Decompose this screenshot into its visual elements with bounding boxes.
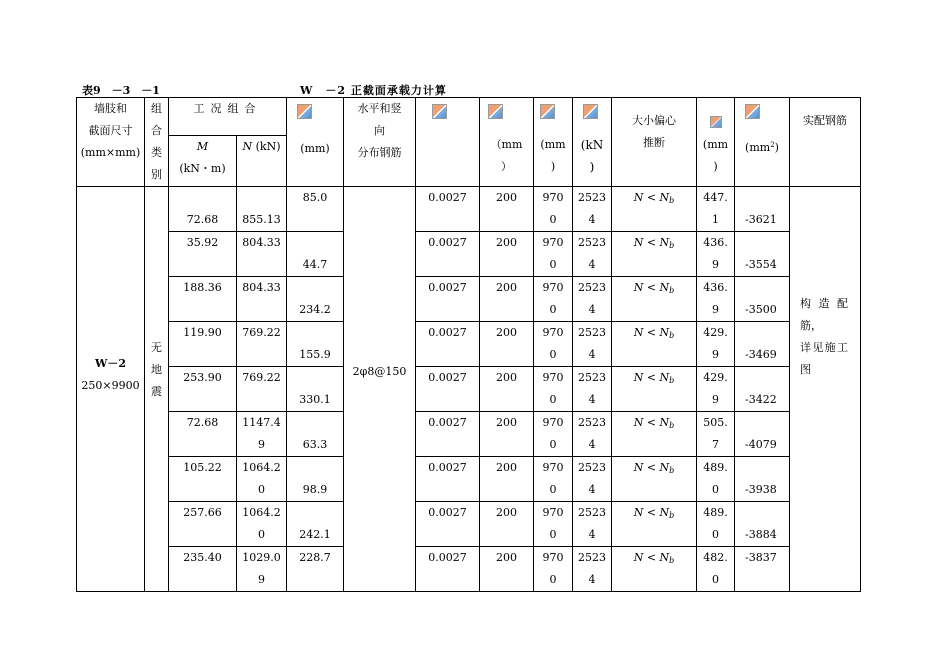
eccentricity-value: 155.9	[299, 348, 331, 361]
table-row	[77, 277, 861, 322]
spacing-cell	[480, 322, 534, 367]
steel-area-value: -3884	[745, 528, 777, 541]
formula-image-icon	[710, 116, 722, 128]
steel-area-value: -3422	[745, 393, 777, 406]
balanced-force-value: 2523	[578, 416, 606, 429]
ratio-value: 0.0027	[428, 506, 467, 519]
header-eccentricity-judgement: 大小偏心 推断	[612, 98, 697, 187]
moment-cell	[169, 277, 237, 322]
effective-depth-cell: 970 0	[534, 457, 573, 502]
judgement-cell: $N < N_b$	[612, 277, 697, 322]
actual-rebar-cell: 构 造 配 筋， 详见施工 图	[790, 187, 861, 592]
spacing-cell	[480, 457, 534, 502]
eccentricity-value: 228.7	[299, 551, 331, 564]
steel-area-value: -3554	[745, 258, 777, 271]
compression-depth-value: 489.	[703, 461, 728, 474]
compression-depth-value: 505.	[703, 416, 728, 429]
table-row	[77, 232, 861, 277]
compression-depth-cell: 489. 0	[697, 502, 735, 547]
steel-area-value: -3837	[745, 551, 777, 564]
eccentricity-value: 330.1	[299, 393, 331, 406]
axial-force-cell	[237, 232, 287, 277]
ratio-value: 0.0027	[428, 281, 467, 294]
steel-area-cell	[735, 187, 790, 232]
spacing-value: 200	[496, 191, 517, 204]
table-row	[77, 322, 861, 367]
compression-depth-cell: 436. 9	[697, 277, 735, 322]
header-row-1	[77, 98, 861, 136]
distribution-rebar-cell	[344, 187, 416, 592]
effective-depth-cell: 970 0	[534, 277, 573, 322]
header-moment: M (kN・m)	[169, 136, 237, 187]
spacing-value: 200	[496, 461, 517, 474]
spacing-cell	[480, 187, 534, 232]
compression-depth-cell: 429. 9	[697, 367, 735, 412]
header-axial-force: N (kN)	[237, 136, 287, 187]
judgement-value: N < N	[633, 506, 670, 519]
compression-depth-cell: 436. 9	[697, 232, 735, 277]
effective-depth-cell: 970 0	[534, 412, 573, 457]
ratio-cell	[416, 502, 480, 547]
eccentricity-cell	[287, 187, 344, 232]
ratio-cell	[416, 232, 480, 277]
header-spacing: （mm ）	[480, 98, 534, 187]
compression-depth-value: 489.	[703, 506, 728, 519]
judgement-cell: $N < N_b$	[612, 412, 697, 457]
steel-area-cell	[735, 457, 790, 502]
spacing-value: 200	[496, 236, 517, 249]
formula-image-icon	[540, 104, 555, 119]
header-effective-depth: (mm )	[534, 98, 573, 187]
eccentricity-value: 98.9	[302, 483, 328, 496]
header-wall-size: 墙肢和 截面尺寸 (mm×mm)	[77, 98, 145, 187]
compression-depth-cell: 505. 7	[697, 412, 735, 457]
balanced-force-cell: 2523 4	[573, 187, 612, 232]
eccentricity-cell	[287, 232, 344, 277]
header-distribution-rebar: 水平和竖 向 分布钢筋	[344, 98, 416, 187]
header-balanced-axial-force: (kN )	[573, 98, 612, 187]
moment-value: 235.40	[183, 551, 222, 564]
compression-depth-value: 482.	[703, 551, 728, 564]
balanced-force-cell: 2523 4	[573, 547, 612, 592]
wall-size: 250×9900	[81, 379, 140, 393]
axial-force-value: 804.33	[242, 281, 281, 294]
table-caption	[82, 82, 882, 96]
ratio-value: 0.0027	[428, 461, 467, 474]
ratio-cell	[416, 277, 480, 322]
effective-depth-cell: 970 0	[534, 502, 573, 547]
balanced-force-cell: 2523 4	[573, 277, 612, 322]
axial-force-value: 769.22	[242, 371, 281, 384]
judgement-cell: $N < N_b$	[612, 547, 697, 592]
header-compression-depth: (mm )	[697, 98, 735, 187]
table-row	[77, 547, 861, 592]
moment-cell	[169, 502, 237, 547]
balanced-force-value: 2523	[578, 371, 606, 384]
balanced-force-cell: 2523 4	[573, 322, 612, 367]
steel-area-cell	[735, 502, 790, 547]
judgement-value: N < N	[633, 371, 670, 384]
steel-area-value: -4079	[745, 438, 777, 451]
header-actual-rebar: 实配钢筋	[790, 98, 861, 187]
moment-value: 119.90	[183, 326, 222, 339]
moment-value: 72.68	[186, 213, 219, 226]
judgement-value: N < N	[633, 281, 670, 294]
eccentricity-value: 63.3	[302, 438, 328, 451]
formula-image-icon	[488, 104, 503, 119]
eccentricity-cell	[287, 322, 344, 367]
judgement-value: N < N	[633, 461, 670, 474]
ratio-value: 0.0027	[428, 551, 467, 564]
balanced-force-value: 2523	[578, 236, 606, 249]
moment-cell	[169, 457, 237, 502]
balanced-force-cell: 2523 4	[573, 367, 612, 412]
compression-depth-value: 436.	[703, 236, 728, 249]
steel-area-cell	[735, 412, 790, 457]
steel-area-cell	[735, 367, 790, 412]
moment-cell	[169, 367, 237, 412]
effective-depth-cell: 970 0	[534, 322, 573, 367]
moment-value: 188.36	[183, 281, 222, 294]
moment-cell	[169, 412, 237, 457]
spacing-cell	[480, 547, 534, 592]
effective-depth-cell: 970 0	[534, 367, 573, 412]
eccentricity-value: 44.7	[302, 258, 328, 271]
ratio-cell	[416, 322, 480, 367]
judgement-cell: $N < N_b$	[612, 457, 697, 502]
eccentricity-value: 234.2	[299, 303, 331, 316]
eccentricity-cell	[287, 412, 344, 457]
compression-depth-cell: 429. 9	[697, 322, 735, 367]
table-row	[77, 187, 861, 232]
axial-force-value: 855.13	[242, 213, 281, 226]
steel-area-value: -3469	[745, 348, 777, 361]
moment-cell	[169, 187, 237, 232]
balanced-force-value: 2523	[578, 191, 606, 204]
compression-depth-value: 447.	[703, 191, 728, 204]
balanced-force-value: 2523	[578, 461, 606, 474]
moment-value: 35.92	[186, 236, 219, 249]
effective-depth-cell: 970 0	[534, 547, 573, 592]
eccentricity-value: 242.1	[299, 528, 331, 541]
table-row	[77, 412, 861, 457]
compression-depth-value: 436.	[703, 281, 728, 294]
ratio-value: 0.0027	[428, 191, 467, 204]
table-row	[77, 502, 861, 547]
axial-force-value: 1064.2	[242, 506, 281, 519]
moment-value: 72.68	[186, 416, 219, 429]
spacing-cell	[480, 277, 534, 322]
moment-value: 253.90	[183, 371, 222, 384]
axial-force-cell	[237, 187, 287, 232]
effective-depth-value: 970	[542, 191, 564, 204]
judgement-cell: $N < N_b$	[612, 502, 697, 547]
judgement-cell: $N < N_b$	[612, 187, 697, 232]
header-eccentricity: (mm)	[287, 98, 344, 187]
axial-force-value: 769.22	[242, 326, 281, 339]
distribution-rebar-value: 2φ8@150	[352, 365, 407, 379]
formula-image-icon	[583, 104, 598, 119]
balanced-force-value: 2523	[578, 551, 606, 564]
balanced-force-value: 2523	[578, 281, 606, 294]
axial-force-value: 1147.4	[242, 416, 281, 429]
eccentricity-value: 85.0	[302, 191, 328, 204]
judgement-cell: $N < N_b$	[612, 367, 697, 412]
effective-depth-value: 970	[542, 371, 564, 384]
header-steel-area: $(mm^2)$	[735, 98, 790, 187]
axial-force-cell	[237, 277, 287, 322]
balanced-force-value: 2523	[578, 506, 606, 519]
effective-depth-cell: 970 0	[534, 187, 573, 232]
spacing-value: 200	[496, 416, 517, 429]
steel-area-cell	[735, 232, 790, 277]
ratio-value: 0.0027	[428, 416, 467, 429]
header-combo-type: 组 合 类 别	[145, 98, 169, 187]
actual-rebar-text: 构 造 配	[800, 297, 848, 311]
balanced-force-cell: 2523 4	[573, 457, 612, 502]
effective-depth-value: 970	[542, 506, 564, 519]
ratio-cell	[416, 187, 480, 232]
combo-type-cell: 无 地 震	[145, 187, 169, 592]
spacing-cell	[480, 502, 534, 547]
judgement-cell: $N < N_b$	[612, 232, 697, 277]
eccentricity-cell	[287, 457, 344, 502]
table-row	[77, 367, 861, 412]
judgement-value: N < N	[633, 551, 670, 564]
axial-force-cell: 1064.2 0	[237, 502, 287, 547]
judgement-cell: $N < N_b$	[612, 322, 697, 367]
effective-depth-value: 970	[542, 281, 564, 294]
steel-area-value: -3621	[745, 213, 777, 226]
formula-image-icon	[297, 104, 312, 119]
compression-depth-cell: 447. 1	[697, 187, 735, 232]
steel-area-cell	[735, 322, 790, 367]
effective-depth-cell: 970 0	[534, 232, 573, 277]
eccentricity-cell	[287, 367, 344, 412]
axial-force-cell	[237, 322, 287, 367]
axial-force-value: 1029.0	[242, 551, 281, 564]
effective-depth-value: 970	[542, 236, 564, 249]
spacing-value: 200	[496, 326, 517, 339]
balanced-force-cell: 2523 4	[573, 502, 612, 547]
effective-depth-value: 970	[542, 326, 564, 339]
header-reinforcement-ratio	[416, 98, 480, 187]
steel-area-cell	[735, 277, 790, 322]
compression-depth-value: 429.	[703, 371, 728, 384]
balanced-force-cell: 2523 4	[573, 232, 612, 277]
compression-depth-cell: 489. 0	[697, 457, 735, 502]
moment-value: 105.22	[183, 461, 222, 474]
spacing-value: 200	[496, 281, 517, 294]
bearing-capacity-table	[76, 97, 861, 592]
judgement-value: N < N	[633, 326, 670, 339]
moment-cell	[169, 322, 237, 367]
ratio-cell	[416, 457, 480, 502]
axial-force-cell: 1064.2 0	[237, 457, 287, 502]
table-title: W －2 正截面承载力计算	[300, 84, 447, 97]
wall-cell	[77, 187, 145, 592]
spacing-value: 200	[496, 371, 517, 384]
effective-depth-value: 970	[542, 461, 564, 474]
spacing-value: 200	[496, 506, 517, 519]
axial-force-value: 804.33	[242, 236, 281, 249]
axial-force-cell: 1147.4 9	[237, 412, 287, 457]
balanced-force-value: 2523	[578, 326, 606, 339]
moment-value: 257.66	[183, 506, 222, 519]
formula-image-icon	[745, 104, 760, 119]
compression-depth-value: 429.	[703, 326, 728, 339]
wall-name: W－2	[94, 357, 126, 371]
ratio-cell	[416, 367, 480, 412]
judgement-value: N < N	[633, 191, 670, 204]
moment-cell	[169, 232, 237, 277]
axial-force-cell: 1029.0 9	[237, 547, 287, 592]
compression-depth-cell: 482. 0	[697, 547, 735, 592]
steel-area-value: -3938	[745, 483, 777, 496]
steel-area-value: -3500	[745, 303, 777, 316]
judgement-value: N < N	[633, 236, 670, 249]
axial-force-value: 1064.2	[242, 461, 281, 474]
balanced-force-cell: 2523 4	[573, 412, 612, 457]
axial-force-cell	[237, 367, 287, 412]
table-row	[77, 457, 861, 502]
eccentricity-cell	[287, 277, 344, 322]
spacing-cell	[480, 367, 534, 412]
table-number: 表9 －3 －1	[82, 84, 160, 97]
eccentricity-cell	[287, 502, 344, 547]
spacing-value: 200	[496, 551, 517, 564]
ratio-value: 0.0027	[428, 236, 467, 249]
spacing-cell	[480, 412, 534, 457]
effective-depth-value: 970	[542, 416, 564, 429]
ratio-value: 0.0027	[428, 371, 467, 384]
formula-image-icon	[432, 104, 447, 119]
header-load-case-group: 工况组合	[169, 98, 287, 136]
spacing-cell	[480, 232, 534, 277]
ratio-value: 0.0027	[428, 326, 467, 339]
steel-area-cell	[735, 547, 790, 592]
eccentricity-cell	[287, 547, 344, 592]
judgement-value: N < N	[633, 416, 670, 429]
effective-depth-value: 970	[542, 551, 564, 564]
ratio-cell	[416, 547, 480, 592]
moment-cell	[169, 547, 237, 592]
ratio-cell	[416, 412, 480, 457]
